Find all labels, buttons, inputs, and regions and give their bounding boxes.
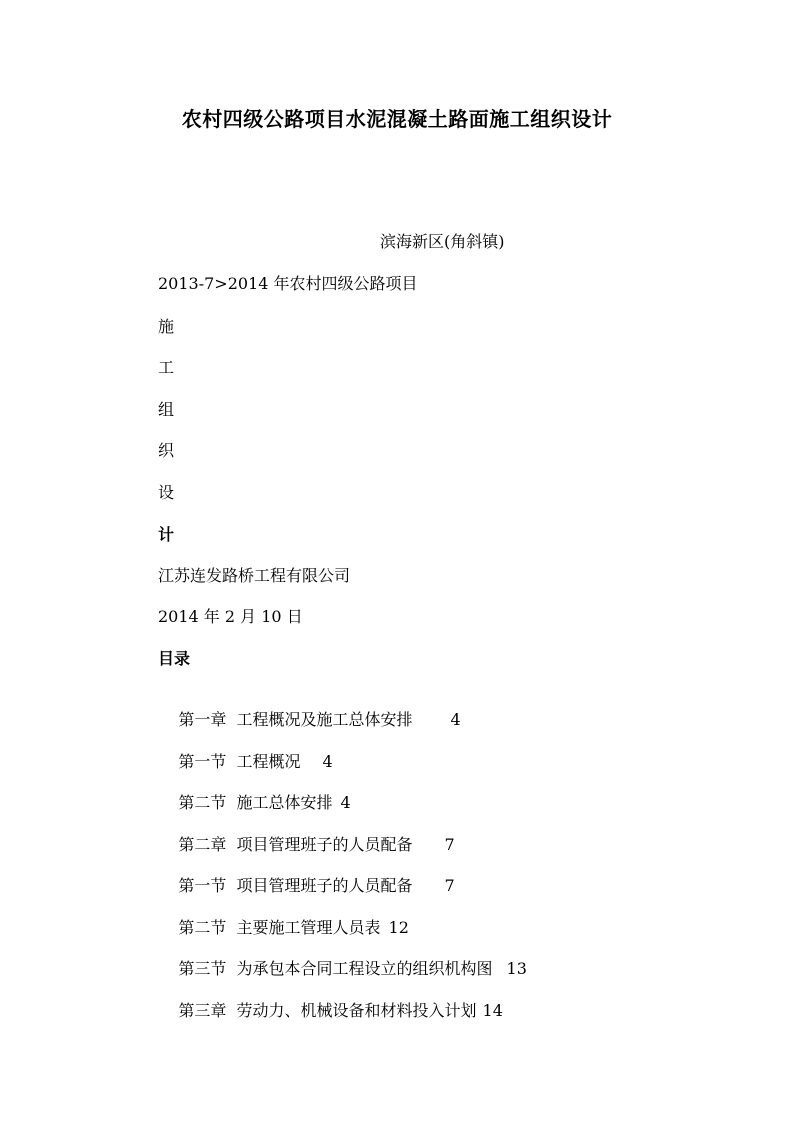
vertical-char: 设 [158, 483, 175, 502]
vertical-char: 计 [158, 525, 175, 544]
toc-entry-label: 第三节 为承包本合同工程设立的组织机构图 [178, 959, 493, 978]
toc-entry-label: 第一节 工程概况 [178, 752, 301, 771]
toc-entry-label: 第二节 主要施工管理人员表 [178, 918, 381, 937]
toc-entry [158, 981, 503, 1041]
toc-entry-label: 第二节 施工总体安排 [178, 793, 333, 812]
company-name: 江苏连发路桥工程有限公司 [158, 566, 351, 585]
toc-entry-page: 4 [340, 793, 351, 812]
document-title: 农村四级公路项目水泥混凝土路面施工组织设计 [181, 107, 613, 131]
toc-entry-page: 12 [388, 918, 409, 937]
toc-entry-label: 第二章 项目管理班子的人员配备 [178, 835, 413, 854]
vertical-char: 织 [158, 441, 175, 460]
toc-entry-label: 第一节 项目管理班子的人员配备 [178, 876, 413, 895]
toc-entry-page: 14 [482, 1001, 503, 1020]
project-line: 2013-7>2014 年农村四级公路项目 [158, 274, 418, 293]
toc-entry-page: 13 [506, 959, 527, 978]
vertical-char: 施 [158, 317, 175, 336]
document-date: 2014 年 2 月 10 日 [158, 607, 303, 626]
vertical-char: 组 [158, 400, 175, 419]
toc-entry-page: 4 [450, 710, 461, 729]
toc-heading: 目录 [158, 649, 191, 668]
toc-entry-label: 第三章 劳动力、机械设备和材料投入计划 [178, 1001, 477, 1020]
toc-entry-label: 第一章 工程概况及施工总体安排 [178, 710, 413, 729]
vertical-char: 工 [158, 358, 175, 377]
toc-entry-page: 7 [444, 835, 455, 854]
toc-entry-page: 4 [322, 752, 333, 771]
region-name: 滨海新区(角斜镇) [380, 232, 505, 251]
toc-entry-page: 7 [444, 876, 455, 895]
